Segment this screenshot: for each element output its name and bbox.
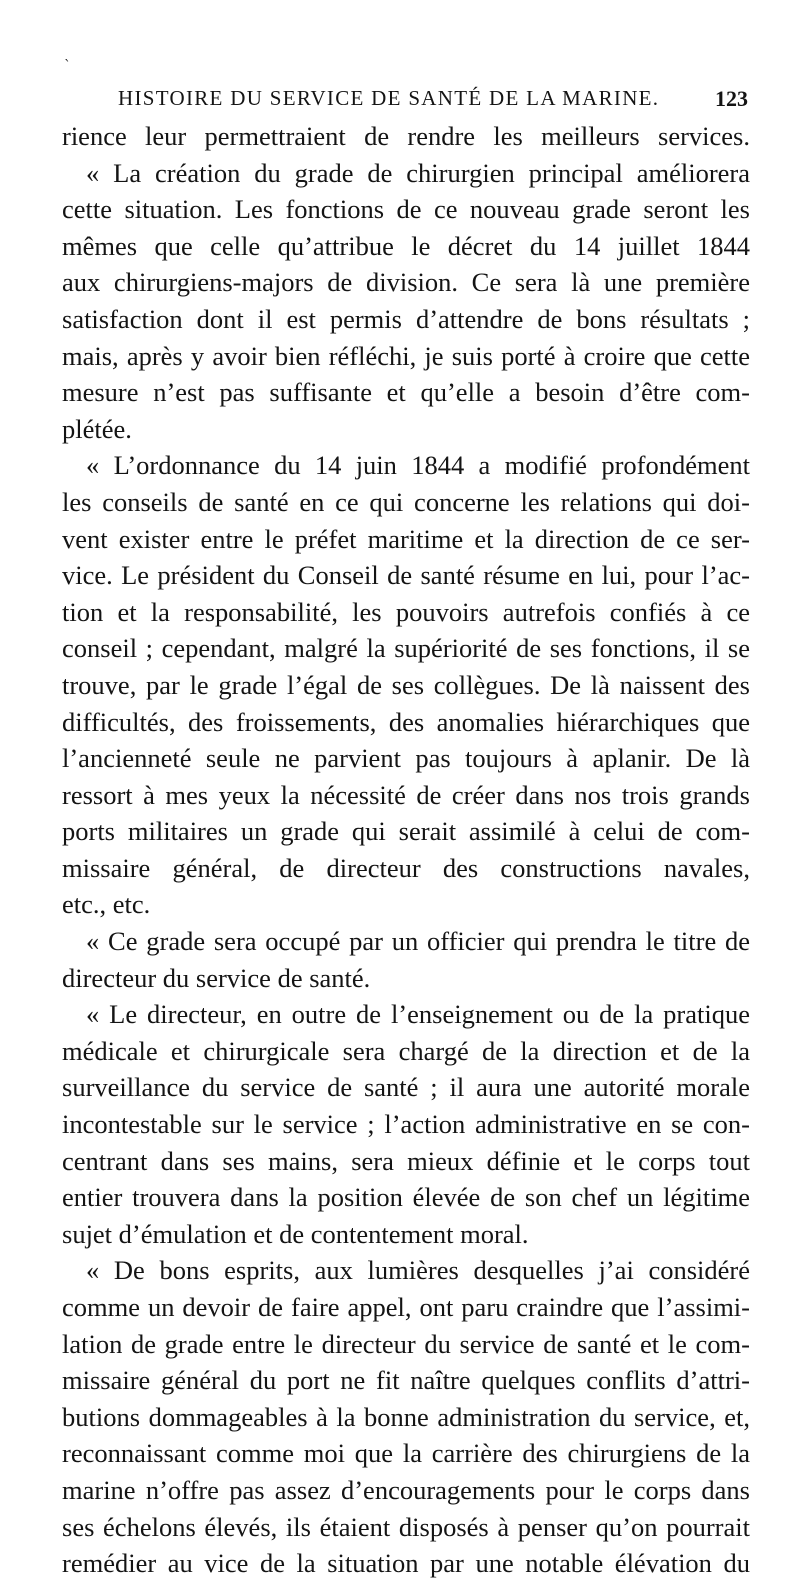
text-line: ports militaires un grade qui serait assimilé à celui de com- <box>62 816 750 847</box>
text-line: plétée. <box>62 413 132 444</box>
text-line: butions dommageables à la bonne administration du service, et, <box>62 1401 750 1432</box>
text-line: conseil ; cependant, malgré la supériorité de ses fonctions, il se <box>62 633 750 664</box>
text-line: missaire général du port ne fit naître quelques conflits d’attri- <box>62 1365 750 1396</box>
text-line: lation de grade entre le directeur du service de santé et le com- <box>62 1328 750 1359</box>
text-line: entier trouvera dans la position élevée de son chef un légitime <box>62 1182 750 1213</box>
text-line: trouve, par le grade l’égal de ses collègues. De là naissent des <box>62 669 750 700</box>
text-line: ses échelons élevés, ils étaient disposés à penser qu’on pourrait <box>62 1511 750 1542</box>
text-line: médicale et chirurgicale sera chargé de la direction et de la <box>62 1035 750 1066</box>
text-line: cette situation. Les fonctions de ce nouveau grade seront les <box>62 194 750 225</box>
text-line: aux chirurgiens-majors de division. Ce sera là une première <box>62 267 750 298</box>
text-line: missaire général, de directeur des constructions navales, <box>62 852 750 883</box>
text-line: l’ancienneté seule ne parvient pas toujours à aplanir. De là <box>62 743 750 774</box>
text-line: mesure n’est pas suffisante et qu’elle a besoin d’être com- <box>62 377 750 408</box>
text-line: vice. Le président du Conseil de santé résume en lui, pour l’ac- <box>62 560 750 591</box>
text-line: remédier au vice de la situation par une notable élévation du <box>62 1548 750 1579</box>
text-line: sujet d’émulation et de contentement moral. <box>62 1218 529 1249</box>
text-line: « De bons esprits, aux lumières desquelles j’ai considéré <box>86 1255 750 1286</box>
text-line: satisfaction dont il est permis d’attendre de bons résultats ; <box>62 303 750 334</box>
text-line: centrant dans ses mains, sera mieux définie et le corps tout <box>62 1145 750 1176</box>
body-text <box>62 118 750 1582</box>
text-line: ressort à mes yeux la nécessité de créer dans nos trois grands <box>62 779 750 810</box>
text-line: les conseils de santé en ce qui concerne les relations qui doi- <box>62 486 750 517</box>
stray-mark: ` <box>64 58 71 74</box>
text-line: etc., etc. <box>62 889 151 920</box>
text-line: « Ce grade sera occupé par un officier qui prendra le titre de <box>86 926 750 957</box>
text-line: marine n’offre pas assez d’encouragements pour le corps dans <box>62 1474 750 1505</box>
text-line: reconnaissant comme moi que la carrière des chirurgiens de la <box>62 1438 750 1469</box>
text-line: rience leur permettraient de rendre les meilleurs services. <box>62 121 750 151</box>
page-number: 123 <box>715 86 748 111</box>
text-line: directeur du service de santé. <box>62 962 371 993</box>
running-title: HISTOIRE DU SERVICE DE SANTÉ DE LA MARINE. <box>118 86 660 110</box>
text-line: mêmes que celle qu’attribue le décret du 14 juillet 1844 <box>62 230 750 261</box>
text-line: « La création du grade de chirurgien principal améliorera <box>86 157 750 188</box>
text-line: surveillance du service de santé ; il aura une autorité morale <box>62 1072 750 1103</box>
text-line: difficultés, des froissements, des anomalies hiérarchiques que <box>62 706 750 737</box>
running-head <box>118 86 748 116</box>
text-line: comme un devoir de faire appel, ont paru craindre que l’assimi- <box>62 1292 750 1322</box>
text-line: « L’ordonnance du 14 juin 1844 a modifié profondément <box>86 450 750 481</box>
text-line: « Le directeur, en outre de l’enseignement ou de la pratique <box>86 999 750 1030</box>
text-line: vent exister entre le préfet maritime et la direction de ce ser- <box>62 523 750 554</box>
text-line: tion et la responsabilité, les pouvoirs autrefois confiés à ce <box>62 596 750 627</box>
text-line: mais, après y avoir bien réfléchi, je suis porté à croire que cette <box>62 340 750 371</box>
text-line: incontestable sur le service ; l’action administrative en se con- <box>62 1109 750 1140</box>
